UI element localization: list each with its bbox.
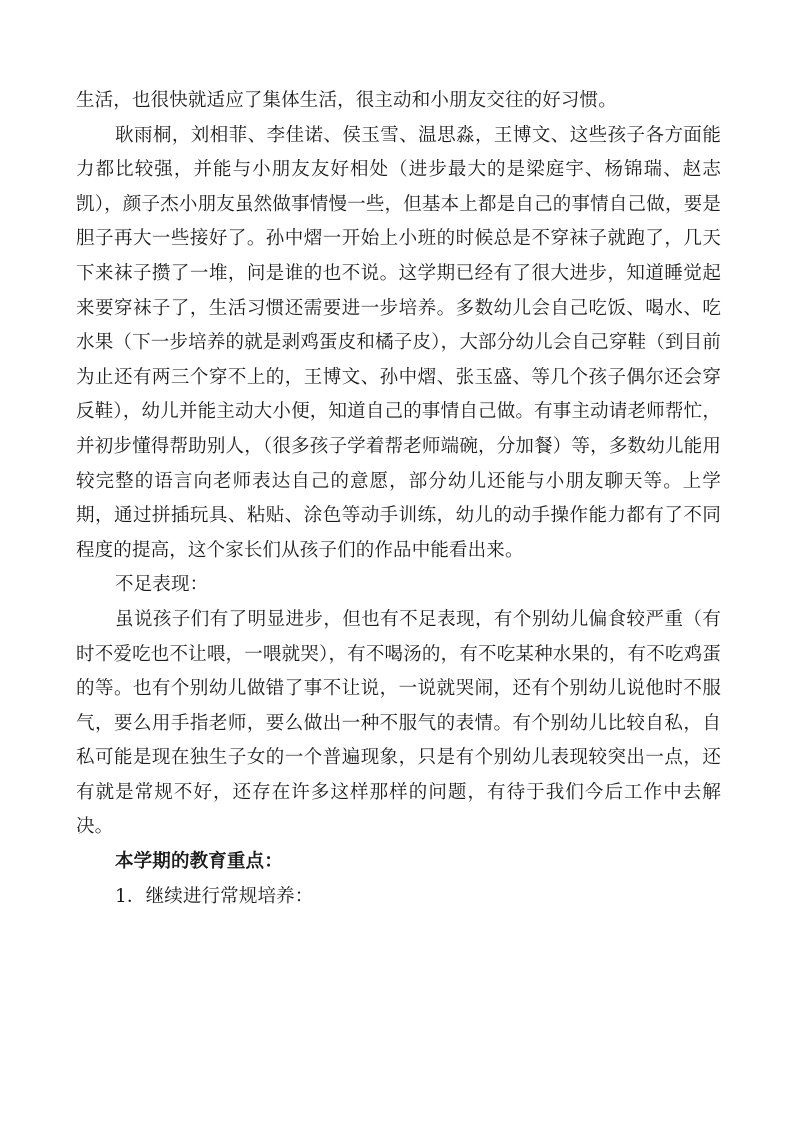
paragraph-shortcomings: 虽说孩子们有了明显进步，但也有不足表现，有个别幼儿偏食较严重（有时不爱吃也不让喂，一喂就哭），有不喝汤的，有不吃某种水果的，有不吃鸡蛋的等。也有个别幼儿做错了事不让说，一说就哭闹，还有个别幼儿说他时不服气，要么用手指老师，要么做出一种不服气的表情。有个别幼儿比较自私，自私可能是现在独生子女的一个普遍现象，只是有个别幼儿表现较突出一点，还有就是常规不好，还存在许多这样那样的问题，有待于我们今后工作中去解决。 <box>76 608 721 838</box>
document-body <box>76 84 721 914</box>
heading-shortcomings: 不足表现： <box>115 574 209 596</box>
paragraph-child-progress: 耿雨桐，刘相菲、李佳诺、侯玉雪、温思淼，王博文、这些孩子各方面能力都比较强，并能与小朋友友好相处（进步最大的是梁庭宇、杨锦瑞、赵志凯），颜子杰小朋友虽然做事情慢一些，但基本上都是自己的事情自己做，要是胆子再大一些接好了。孙中熠一开始上小班的时候总是不穿袜子就跑了，几天下来袜子攒了一堆，问是谁的也不说。这学期已经有了很大进步，知道睡觉起来要穿袜子了，生活习惯还需要进一步培养。多数幼儿会自己吃饭、喝水、吃水果（下一步培养的就是剥鸡蛋皮和橘子皮），大部分幼儿会自己穿鞋（到目前为止还有两三个穿不上的，王博文、孙中熠、张玉盛、等几个孩子偶尔还会穿反鞋），幼儿并能主动大小便，知道自己的事情自己做。有事主动请老师帮忙，并初步懂得帮助别人，（很多孩子学着帮老师端碗，分加餐）等，多数幼儿能用较完整的语言向老师表达自己的意愿，部分幼儿还能与小朋友聊天等。上学期，通过拼插玩具、粘贴、涂色等动手训练，幼儿的动手操作能力都有了不同程度的提高，这个家长们从孩子们的作品中能看出来。 <box>76 124 721 561</box>
paragraph-continuation: 生活，也很快就适应了集体生活，很主动和小朋友交往的好习惯。 <box>76 90 617 111</box>
heading-semester-focus: 本学期的教育重点： <box>115 851 283 873</box>
list-item-routine-training: 1．继续进行常规培养： <box>115 885 314 907</box>
